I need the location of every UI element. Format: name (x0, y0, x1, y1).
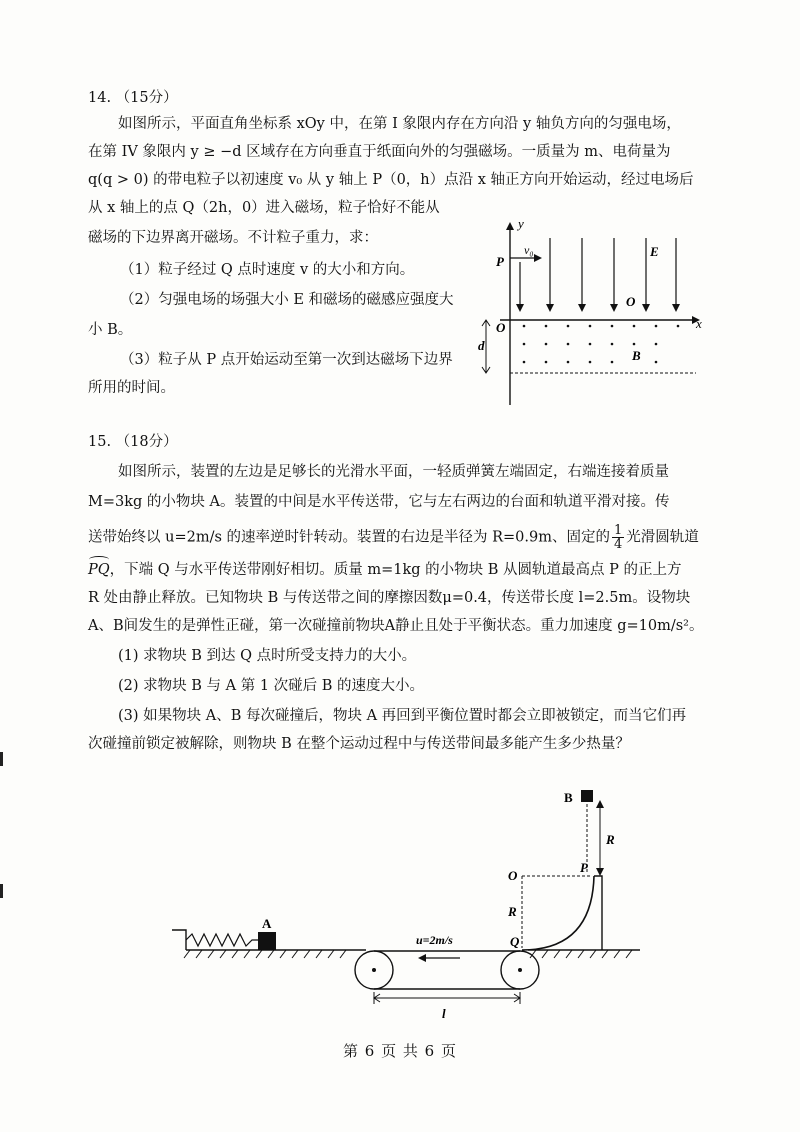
q15-text-line3 (88, 524, 699, 551)
q15-subq2: (2) 求物块 B 与 A 第 1 次碰后 B 的速度大小。 (118, 678, 425, 694)
margin-mark (0, 752, 3, 766)
q15-subq1: (1) 求物块 B 到达 Q 点时所受支持力的大小。 (118, 648, 417, 664)
q15-text-line3-part2: 光滑圆轨道 (626, 529, 699, 546)
quarter-circle-track (522, 876, 594, 950)
fraction-denominator: 4 (614, 537, 623, 552)
label-B: B (632, 348, 641, 363)
left-wall (172, 930, 186, 950)
q14-text-line4: 从 x 轴上的点 Q（2h，0）进入磁场，粒子恰好不能从 (88, 200, 440, 216)
label-l: l (442, 1006, 446, 1021)
q15-text-line4-rest: ，下端 Q 与水平传送带刚好相切。质量 m=1kg 的小物块 B 从圆轨道最高点 P 的正上方 (109, 562, 682, 578)
q15-text-line4 (88, 560, 682, 580)
q14-text-line3: q(q > 0) 的带电粒子以初速度 v₀ 从 y 轴上 P（0，h）点沿 x 轴正方向开始运动，经过电场后 (88, 172, 694, 188)
spring (186, 934, 258, 946)
fraction-numerator: 1 (614, 523, 623, 538)
label-A: A (262, 916, 272, 931)
q15-subq3-line1: (3) 如果物块 A、B 每次碰撞后，物块 A 再回到平衡位置时都会立即被锁定，而当它们再 (118, 708, 687, 724)
q14-text-line2: 在第 IV 象限内 y ≥ −d 区域存在方向垂直于纸面向外的匀强磁场。一质量为 m、电荷量为 (88, 144, 671, 160)
label-v0: v₀ (524, 243, 534, 257)
q15-text-line5: R 处由静止释放。已知物块 B 与传送带之间的摩擦因数μ=0.4，传送带长度 l=2.5m。设物块 (88, 590, 691, 606)
label-O: O (508, 868, 518, 883)
margin-mark (0, 884, 3, 898)
label-E: E (650, 244, 659, 259)
label-B: B (564, 790, 573, 805)
track-support (594, 876, 602, 950)
q15-text-line1: 如图所示，装置的左边是足够长的光滑水平面，一轻质弹簧左端固定，右端连接着质量 (118, 464, 669, 480)
label-y: y (518, 216, 524, 231)
page-footer: 第 6 页 共 6 页 (343, 1042, 457, 1060)
q15-subq3-line2: 次碰撞前锁定被解除，则物块 B 在整个运动过程中与传送带间最多能产生多少热量？ (88, 736, 630, 752)
magnetic-field-dots (523, 325, 680, 364)
q14-subq3-line1: （3）粒子从 P 点开始运动至第一次到达磁场下边界 (120, 352, 453, 368)
label-Q: O (626, 294, 636, 309)
q14-field-diagram (470, 210, 710, 410)
q15-text-line3-part1: 送带始终以 u=2m/s 的速率逆时针转动。装置的右边是半径为 R=0.9m、固定的 (88, 529, 610, 546)
q14-subq2-line1: （2）匀强电场的场强大小 E 和磁场的磁感应强度大 (120, 292, 454, 308)
label-P: P (580, 860, 588, 875)
q14-text-line1: 如图所示，平面直角坐标系 xOy 中，在第 I 象限内存在方向沿 y 轴负方向的匀强电场， (118, 116, 681, 132)
q14-subq2-line2: 小 B。 (88, 322, 133, 338)
label-x: x (696, 316, 702, 331)
q15-text-line2: M=3kg 的小物块 A。装置的中间是水平传送带，它与左右两边的台面和轨道平滑对接。传 (88, 494, 670, 510)
q14-text-line5: 磁场的下边界离开磁场。不计粒子重力，求： (88, 230, 378, 246)
arc-PQ: PQ (88, 562, 110, 578)
q14-subq3-line2: 所用的时间。 (88, 380, 175, 396)
label-O: O (496, 320, 506, 335)
block-A (258, 932, 276, 950)
block-B (581, 790, 593, 802)
q15-text-line6: A、B间发生的是弹性正碰，第一次碰撞前物块A静止且处于平衡状态。重力加速度 g=10m/s²。 (88, 618, 704, 634)
quarter-fraction (612, 524, 624, 551)
label-P: P (496, 254, 504, 269)
label-u: u=2m/s (416, 933, 453, 947)
label-d: d (478, 338, 485, 353)
q15-conveyor-diagram (170, 780, 660, 1030)
q14-header: 14. （15分） (88, 90, 178, 106)
label-Q: Q (510, 934, 520, 949)
label-R-lower: R (508, 904, 517, 919)
q15-header: 15. （18分） (88, 434, 178, 450)
label-R-upper: R (606, 832, 615, 847)
q14-subq1: （1）粒子经过 Q 点时速度 v 的大小和方向。 (120, 262, 415, 278)
